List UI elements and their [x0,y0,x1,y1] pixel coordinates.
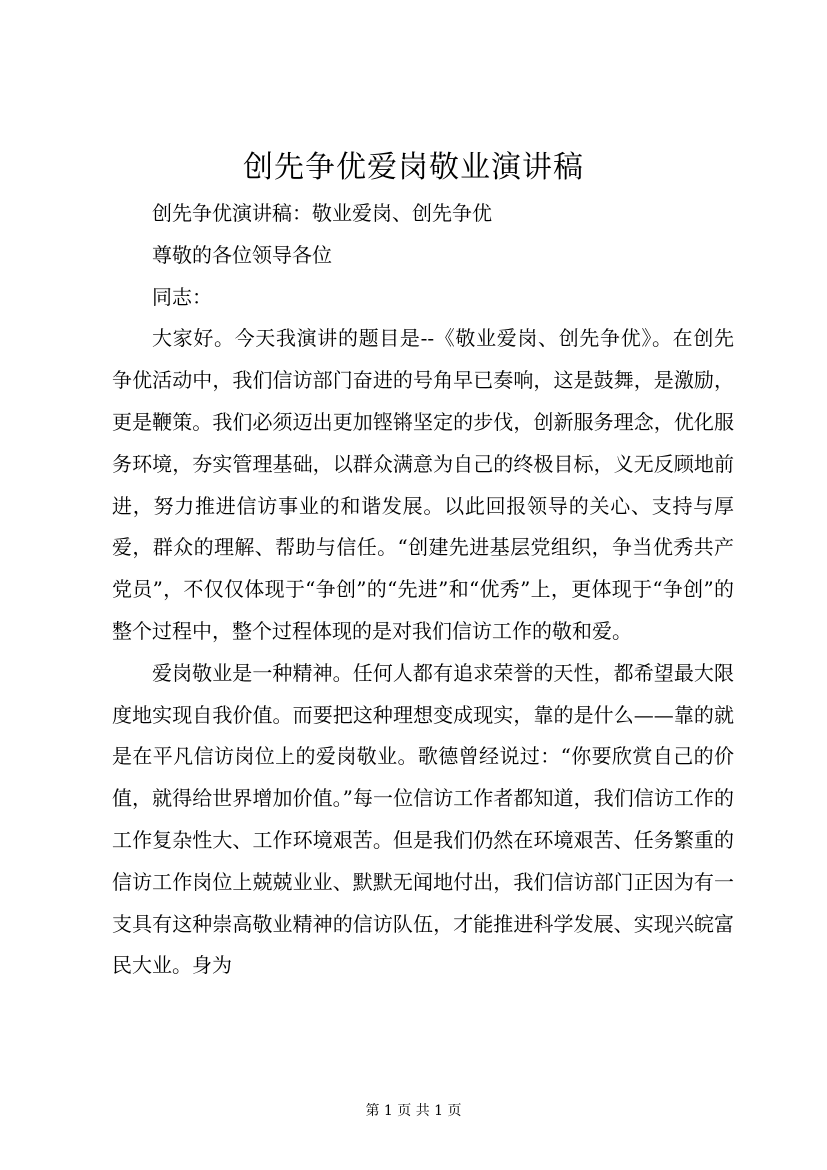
page-footer: 第 1 页 共 1 页 [365,1103,462,1119]
paragraph-subtitle: 创先争优演讲稿：敬业爱岗、创先争优 [152,201,492,225]
paragraph-body-1: 大家好。今天我演讲的题目是--《敬业爱岗、创先争优》。在创先争优活动中，我们信访部门奋进的号角早已奏响，这是鼓舞，是激励，更是鞭策。我们必须迈出更加铿锵坚定的步伐，创新服务理念，优化服务环境，夯实管理基础，以群众满意为自己的终极目标，义无反顾地前进，努力推进信访事业的和谐发展。以此回报领导的关心、支持与厚爱，群众的理解、帮助与信任。“创建先进基层党组织，争当优秀共产党员”，不仅仅体现于“争创”的“先进”和“优秀”上，更体现于“争创”的整个过程中，整个过程体现的是对我们信访工作的敬和爱。 [112,326,734,643]
document-body [112,193,734,987]
document-title: 创先争优爱岗敬业演讲稿 [243,150,584,185]
paragraph-body-2: 爱岗敬业是一种精神。任何人都有追求荣誉的天性，都希望最大限度地实现自我价值。而要把这种理想变成现实，靠的是什么——靠的就是在平凡信访岗位上的爱岗敬业。歌德曾经说过：“你要欣赏自己的价值，就得给世界增加价值。”每一位信访工作者都知道，我们信访工作的工作复杂性大、工作环境艰苦。但是我们仍然在环境艰苦、任务繁重的信访工作岗位上兢兢业业、默默无闻地付出，我们信访部门正因为有一支具有这种崇高敬业精神的信访队伍，才能推进科学发展、实现兴皖富民大业。身为 [112,660,734,978]
paragraph-salutation: 尊敬的各位领导各位 [152,242,332,267]
paragraph-salutation-cont: 同志： [152,284,212,309]
